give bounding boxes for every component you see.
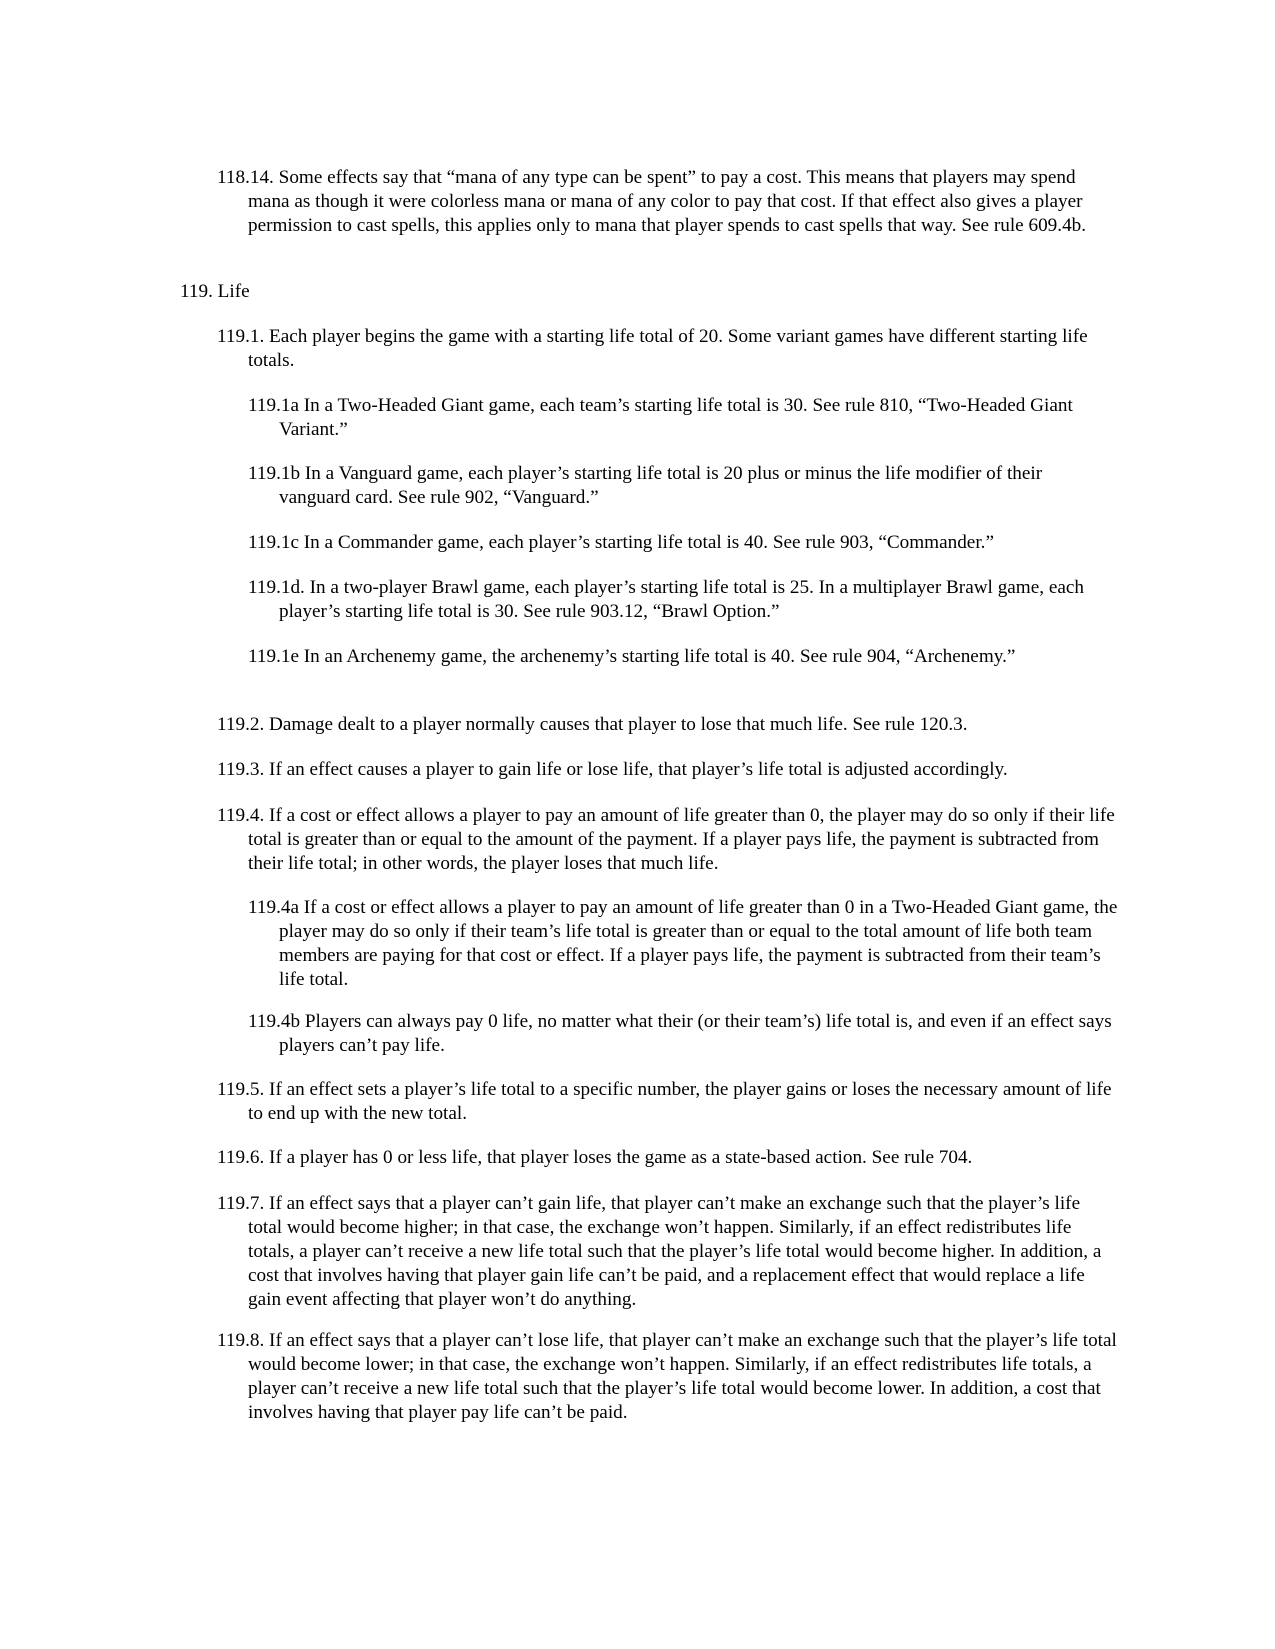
rule-119-4: 119.4. If a cost or effect allows a player to pay an amount of life greater than 0, the player may do so only if their life total is greater than or equal to the amount of the payment. If a player pays life, the payment is subtracted from their life total; in other words, the player loses that much life. <box>217 805 1115 874</box>
rule-118-14: 118.14. Some effects say that “mana of any type can be spent” to pay a cost. This means that players may spend mana as though it were colorless mana or mana of any color to pay that cost. If that effect also gives a player permission to cast spells, this applies only to mana that player spends to cast spells that way. See rule 609.4b. <box>217 167 1087 236</box>
rule-119-1c: 119.1c In a Commander game, each player’s starting life total is 40. See rule 903, “Commander.” <box>248 532 994 553</box>
rule-119-8: 119.8. If an effect says that a player can’t lose life, that player can’t make an exchange such that the player’s life total would become lower; in that case, the exchange won’t happen. Similarly, if an effect redistributes life totals, a player can’t receive a new life total such that the player’s life total would become lower. In addition, a cost that involves having that player pay life can’t be paid. <box>217 1330 1117 1423</box>
rule-119-1e: 119.1e In an Archenemy game, the archenemy’s starting life total is 40. See rule 904, “Archenemy.” <box>248 646 1016 667</box>
rule-119-4a: 119.4a If a cost or effect allows a player to pay an amount of life greater than 0 in a Two-Headed Giant game, the player may do so only if their team’s life total is greater than or equal to the total amount of life both team members are paying for that cost or effect. If a player pays life, the payment is subtracted from their team’s life total. <box>248 897 1118 990</box>
rule-119-1d: 119.1d. In a two-player Brawl game, each player’s starting life total is 25. In a multiplayer Brawl game, each player’s starting life total is 30. See rule 903.12, “Brawl Option.” <box>248 577 1084 622</box>
rule-119-1a: 119.1a In a Two-Headed Giant game, each team’s starting life total is 30. See rule 810, “Two-Headed Giant Variant.” <box>248 395 1073 440</box>
rule-119-4b: 119.4b Players can always pay 0 life, no matter what their (or their team’s) life total is, and even if an effect says players can’t pay life. <box>248 1011 1112 1056</box>
rule-119-2: 119.2. Damage dealt to a player normally causes that player to lose that much life. See rule 120.3. <box>217 714 968 735</box>
rule-119-6: 119.6. If a player has 0 or less life, that player loses the game as a state-based action. See rule 704. <box>217 1147 973 1168</box>
rule-119-7: 119.7. If an effect says that a player can’t gain life, that player can’t make an exchange such that the player’s life total would become higher; in that case, the exchange won’t happen. Similarly, if an effect redistributes life totals, a player can’t receive a new life total such that the player’s life total would become higher. In addition, a cost that involves having that player gain life can’t be paid, and a replacement effect that would replace a life gain event affecting that player won’t do anything. <box>217 1193 1102 1310</box>
rule-119-3: 119.3. If an effect causes a player to gain life or lose life, that player’s life total is adjusted accordingly. <box>217 759 1008 780</box>
rule-119-1b: 119.1b In a Vanguard game, each player’s starting life total is 20 plus or minus the life modifier of their vanguard card. See rule 902, “Vanguard.” <box>248 463 1043 508</box>
rule-119-1: 119.1. Each player begins the game with a starting life total of 20. Some variant games have different starting life totals. <box>217 326 1088 371</box>
rule-119-5: 119.5. If an effect sets a player’s life total to a specific number, the player gains or loses the necessary amount of life to end up with the new total. <box>217 1079 1112 1124</box>
section-heading-119-life: 119. Life <box>180 281 250 302</box>
